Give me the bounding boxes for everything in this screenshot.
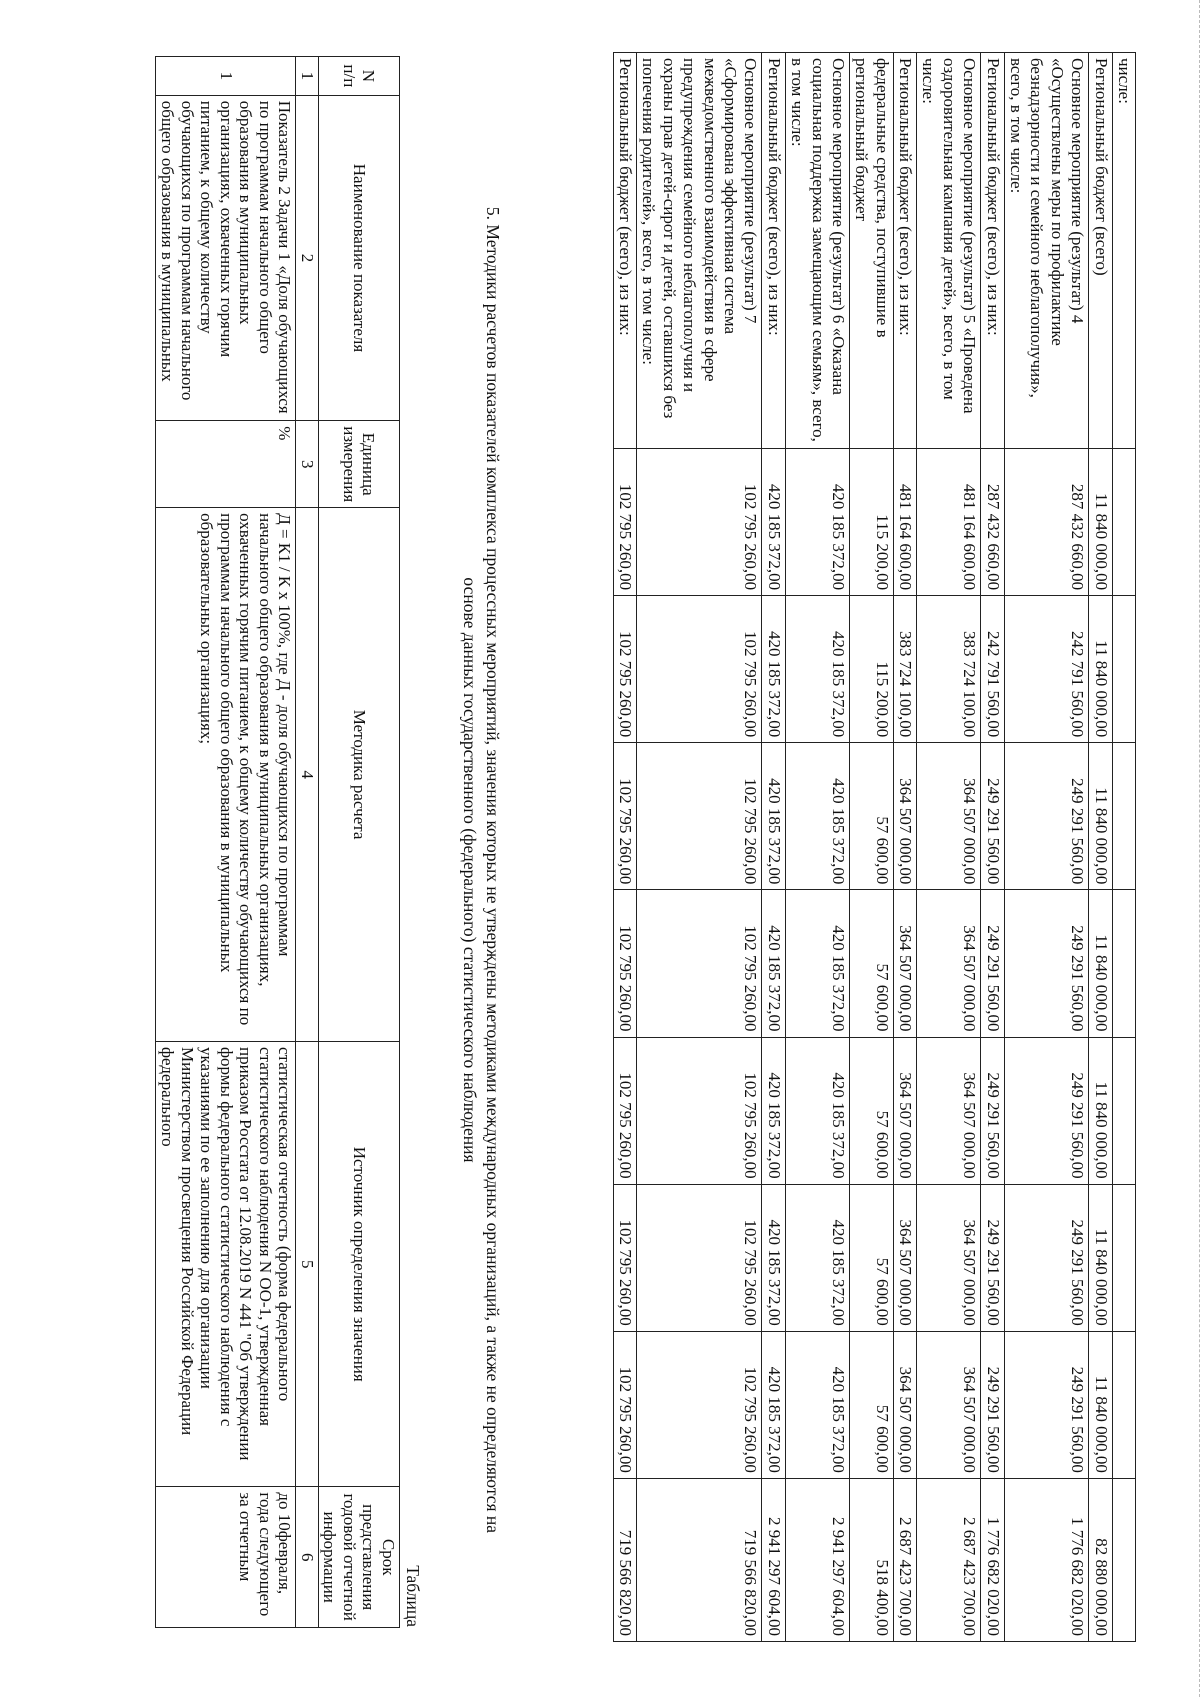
budget-cell: 11 840 000,00 (1089, 890, 1112, 1037)
budget-cell: 364 507 000,00 (893, 1331, 916, 1478)
budget-cell: 2 687 423 700,00 (917, 1478, 981, 1641)
budget-cell: 11 840 000,00 (1089, 449, 1112, 596)
budget-cell: 420 185 372,00 (785, 1331, 849, 1478)
budget-cell: 102 795 260,00 (613, 596, 636, 743)
budget-cell: 719 566 820,00 (613, 1478, 636, 1641)
budget-cell: 115 200,00 (849, 449, 893, 596)
budget-cell: 102 795 260,00 (637, 890, 762, 1037)
budget-cell: 242 791 560,00 (1004, 596, 1089, 743)
budget-row (849, 53, 893, 1642)
colnum-4: 4 (296, 508, 319, 1042)
budget-cell: 249 291 560,00 (1004, 890, 1089, 1037)
budget-cell: 57 600,00 (849, 1037, 893, 1184)
indicator-unit: % (156, 421, 296, 508)
section-5-heading (459, 130, 505, 1610)
budget-cell: 115 200,00 (849, 596, 893, 743)
budget-cell: 102 795 260,00 (637, 1331, 762, 1478)
table-label: Таблица (403, 1565, 423, 1627)
budget-cell: 102 795 260,00 (613, 1184, 636, 1331)
budget-row-name: Основное мероприятие (результат) 6 «Оказана социальная поддержка замещающим семьям», всего, в том числе: (785, 53, 849, 449)
budget-cell: 102 795 260,00 (637, 1184, 762, 1331)
budget-cell: 420 185 372,00 (785, 1184, 849, 1331)
budget-row (637, 53, 762, 1642)
budget-cell: 2 687 423 700,00 (893, 1478, 916, 1641)
colnum-3: 3 (296, 421, 319, 508)
budget-cell: 249 291 560,00 (1004, 1331, 1089, 1478)
header-num: N п/п (318, 57, 399, 96)
colnum-6: 6 (296, 1487, 319, 1628)
colnum-2: 2 (296, 95, 319, 420)
budget-cell: 420 185 372,00 (762, 743, 785, 890)
budget-cell: 364 507 000,00 (917, 1037, 981, 1184)
budget-row (981, 53, 1004, 1642)
budget-row-name: Основное мероприятие (результат) 5 «Проведена оздоровительная кампания детей», всего, в том числе: (917, 53, 981, 449)
budget-cell: 102 795 260,00 (637, 1037, 762, 1184)
budget-cell: 383 724 100,00 (893, 596, 916, 743)
budget-row-name: Основное мероприятие (результат) 7 «Сформирована эффективная система межведомственного взаимодействия в сфере предупреждения семейного неблагополучия и охраны прав детей-сирот и детей, оставшихся без попечения родителей», всего, в том числе: (637, 53, 762, 449)
budget-cell: 102 795 260,00 (613, 743, 636, 890)
budget-cell: 102 795 260,00 (637, 449, 762, 596)
budget-table (613, 52, 1136, 1642)
budget-cell: 364 507 000,00 (893, 1037, 916, 1184)
budget-cell: 102 795 260,00 (637, 596, 762, 743)
budget-row (917, 53, 981, 1642)
budget-row-name: Региональный бюджет (всего), из них: (613, 53, 636, 449)
budget-cell (1112, 1037, 1135, 1184)
budget-cell: 11 840 000,00 (1089, 743, 1112, 890)
budget-row-name: числе: (1112, 53, 1135, 449)
budget-row-name: Региональный бюджет (всего), из них: (893, 53, 916, 449)
budget-cell: 287 432 660,00 (1004, 449, 1089, 596)
budget-cell: 102 795 260,00 (637, 743, 762, 890)
budget-cell: 420 185 372,00 (762, 449, 785, 596)
budget-cell (1112, 1331, 1135, 1478)
budget-cell: 1 776 682 020,00 (1004, 1478, 1089, 1641)
budget-cell: 420 185 372,00 (785, 449, 849, 596)
indicator-source: статистическая отчетность (форма федерального статистического наблюдения N ОО-1, утвержденная приказом Росстата от 12.08.2019 N 441 "Об утверждении формы федерального статистического наблюдения с указаниями по ее заполнению для организации Министерством просвещения Российской Федерации федерального (156, 1042, 296, 1487)
budget-row (1112, 53, 1135, 1642)
budget-cell: 242 791 560,00 (981, 596, 1004, 743)
budget-cell: 383 724 100,00 (917, 596, 981, 743)
budget-cell: 57 600,00 (849, 1184, 893, 1331)
budget-cell: 2 941 297 604,00 (762, 1478, 785, 1641)
budget-cell: 102 795 260,00 (613, 890, 636, 1037)
budget-cell: 420 185 372,00 (762, 1184, 785, 1331)
budget-cell: 719 566 820,00 (637, 1478, 762, 1641)
budget-cell: 249 291 560,00 (1004, 1184, 1089, 1331)
budget-cell: 102 795 260,00 (613, 1037, 636, 1184)
indicator-method: Д = К1 / К x 100%, где Д - доля обучающихся по программам начального общего образования в муниципальных организациях, охваченных горячим питанием, к общему количеству обучающихся по программам начального общего образования в муниципальных образовательных организациях; (156, 508, 296, 1042)
indicators-number-row (296, 57, 319, 1628)
budget-cell: 1 776 682 020,00 (981, 1478, 1004, 1641)
header-method: Методика расчета (318, 508, 399, 1042)
indicators-header-row (318, 57, 399, 1628)
budget-cell: 57 600,00 (849, 743, 893, 890)
header-name: Наименование показателя (318, 95, 399, 420)
budget-row-name: Региональный бюджет (всего), из них: (762, 53, 785, 449)
budget-cell: 420 185 372,00 (785, 743, 849, 890)
indicator-deadline: до 10февраля, года следующего за отчетным (156, 1487, 296, 1628)
budget-row (893, 53, 916, 1642)
budget-cell (1112, 890, 1135, 1037)
budget-cell: 420 185 372,00 (785, 1037, 849, 1184)
budget-row-name: Региональный бюджет (всего), из них: (981, 53, 1004, 449)
budget-cell: 102 795 260,00 (613, 449, 636, 596)
colnum-5: 5 (296, 1042, 319, 1487)
budget-cell: 364 507 000,00 (893, 890, 916, 1037)
budget-cell: 249 291 560,00 (981, 743, 1004, 890)
budget-cell: 249 291 560,00 (1004, 1037, 1089, 1184)
budget-cell: 518 400,00 (849, 1478, 893, 1641)
budget-cell: 420 185 372,00 (762, 1037, 785, 1184)
budget-cell: 364 507 000,00 (917, 1184, 981, 1331)
budget-cell: 11 840 000,00 (1089, 1184, 1112, 1331)
budget-cell: 82 880 000,00 (1089, 1478, 1112, 1641)
indicator-num: 1 (156, 57, 296, 96)
section-5-heading-line2: основе данных государственного (федерального) статистического наблюдения (460, 577, 481, 1163)
budget-cell: 249 291 560,00 (1004, 743, 1089, 890)
budget-cell (1112, 743, 1135, 890)
budget-row (613, 53, 636, 1642)
header-unit: Единица измерения (318, 421, 399, 508)
budget-cell: 11 840 000,00 (1089, 1037, 1112, 1184)
budget-row-name: Основное мероприятие (результат) 4 «Осуществлены меры по профилактике безнадзорности и семейного неблагополучия», всего, в том числе: (1004, 53, 1089, 449)
budget-cell: 420 185 372,00 (785, 596, 849, 743)
budget-cell: 481 164 600,00 (917, 449, 981, 596)
budget-cell: 420 185 372,00 (762, 596, 785, 743)
budget-cell: 364 507 000,00 (917, 890, 981, 1037)
indicators-table (155, 56, 400, 1628)
budget-cell: 249 291 560,00 (981, 1331, 1004, 1478)
budget-cell: 249 291 560,00 (981, 890, 1004, 1037)
budget-row (762, 53, 785, 1642)
budget-cell: 249 291 560,00 (981, 1184, 1004, 1331)
indicator-row (156, 57, 296, 1628)
budget-cell: 420 185 372,00 (785, 890, 849, 1037)
budget-row-name: федеральные средства, поступившие в региональный бюджет (849, 53, 893, 449)
budget-cell: 420 185 372,00 (762, 890, 785, 1037)
budget-cell: 364 507 000,00 (917, 743, 981, 890)
budget-cell (1112, 1184, 1135, 1331)
budget-cell: 57 600,00 (849, 890, 893, 1037)
budget-cell (1112, 449, 1135, 596)
budget-cell: 420 185 372,00 (762, 1331, 785, 1478)
budget-cell: 249 291 560,00 (981, 1037, 1004, 1184)
colnum-1: 1 (296, 57, 319, 96)
header-deadline: Срок представления годовой отчетной информации (318, 1487, 399, 1628)
indicator-name: Показатель 2 Задачи 1 «Доля обучающихся по программам начального общего образования в муниципальных организациях, охваченных горячим питанием, к общему количеству обучающихся по программам начального общего образования в муниципальных (156, 95, 296, 420)
budget-cell (1112, 596, 1135, 743)
budget-cell: 102 795 260,00 (613, 1331, 636, 1478)
budget-cell: 11 840 000,00 (1089, 1331, 1112, 1478)
section-5-heading-line1: 5. Методики расчетов показателей комплекса процессных мероприятий, значения которых не утверждены методиками международных организаций, а также не определяются на (483, 206, 503, 1534)
budget-cell: 364 507 000,00 (893, 743, 916, 890)
budget-row-name: Региональный бюджет (всего) (1089, 53, 1112, 449)
budget-row (1004, 53, 1089, 1642)
budget-cell: 364 507 000,00 (893, 1184, 916, 1331)
budget-cell (1112, 1478, 1135, 1641)
budget-cell: 364 507 000,00 (917, 1331, 981, 1478)
budget-cell: 11 840 000,00 (1089, 596, 1112, 743)
budget-cell: 287 432 660,00 (981, 449, 1004, 596)
budget-row (1089, 53, 1112, 1642)
budget-cell: 57 600,00 (849, 1331, 893, 1478)
budget-cell: 2 941 297 604,00 (785, 1478, 849, 1641)
budget-cell: 481 164 600,00 (893, 449, 916, 596)
budget-row (785, 53, 849, 1642)
header-source: Источник определения значения (318, 1042, 399, 1487)
